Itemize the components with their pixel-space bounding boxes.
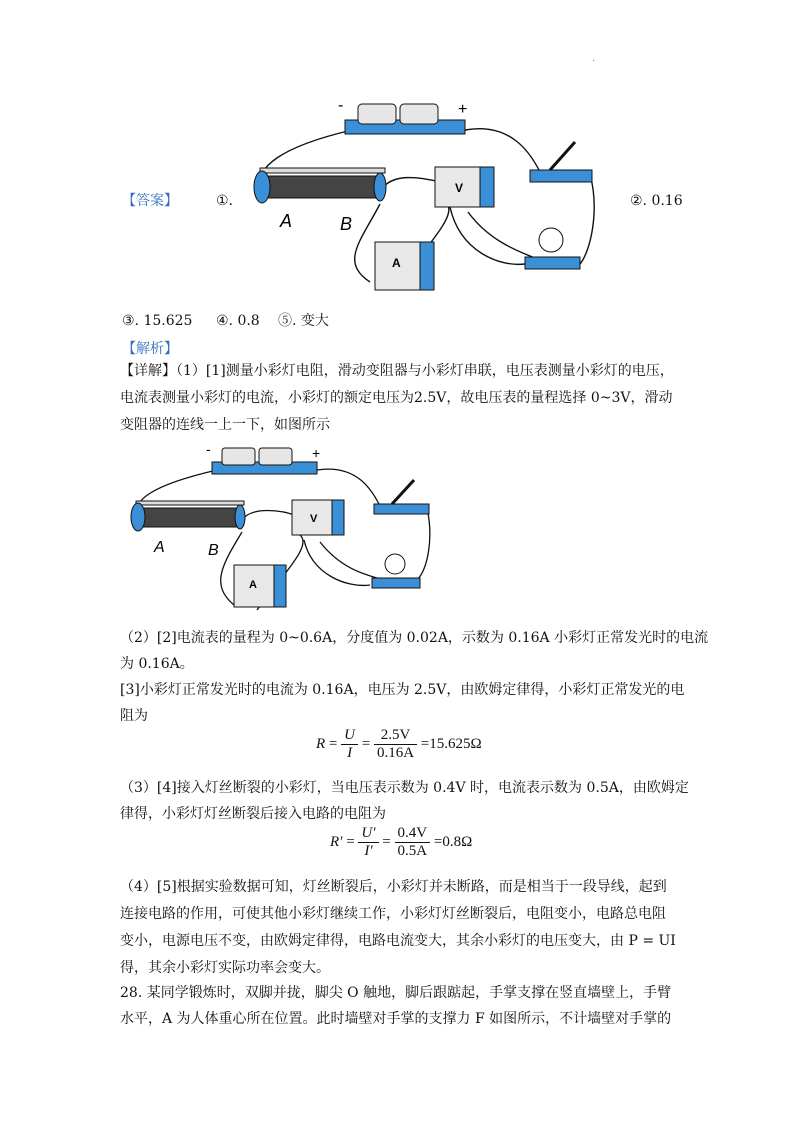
equation-resistance-broken: R′ = $\frac{U'}{I'}$ = $\frac{0.4V}{0.5A}$ =0.8Ω [330,825,473,859]
detail-line: （2）[2]电流表的量程为 0~0.6A，分度值为 0.02A，示数为 0.16A 小彩灯正常发光时的电流 [120,630,709,646]
detail-line: （4）[5]根据实验数据可知，灯丝断裂后，小彩灯并未断路，而是相当于一段导线，起到 [120,879,667,895]
answer-item-4: ④. 0.8 [216,313,260,329]
page-dot: · [592,56,596,67]
detail-line: 电流表测量小彩灯的电流，小彩灯的额定电压为2.5V，故电压表的量程选择 0~3V，滑动 [120,390,673,406]
battery-plus-label: + [312,445,321,461]
answer-item-5: ⑤. 变大 [278,313,329,329]
battery-minus-label: - [338,97,344,114]
detail-line: （3）[4]接入灯丝断裂的小彩灯，当电压表示数为 0.4V 时，电流表示数为 0.5A，由欧姆定 [120,780,689,796]
detail-line: 为 0.16A。 [120,656,194,672]
equation-resistance-normal: R = $\frac{U}{I}$ = $\frac{2.5V}{0.16A}$ =15.625Ω [316,727,482,761]
answer-tag: 【答案】 [122,193,178,209]
rheostat-A-label: A [154,539,165,556]
voltmeter-V-label: V [310,513,318,525]
detail-line: 变小，电源电压不变，由欧姆定律得，电路电流变大，其余小彩灯的电压变大，由 P = UI [120,933,676,949]
voltmeter-V-label: V [455,181,464,195]
detail-line: 变阻器的连线一上一下，如图所示 [120,417,330,433]
question-28-line: 水平，A 为人体重心所在位置。此时墙壁对手掌的支撑力 F 如图所示，不计墙壁对手掌的 [120,1011,672,1027]
detail-tag: 【详解】 [120,363,176,379]
ammeter-A-label: A [249,579,257,591]
circuit-diagram-2 [122,440,442,622]
rheostat-B-label: B [208,542,219,559]
circuit-diagram-1 [240,92,610,302]
detail-line: 律得，小彩灯灯丝断裂后接入电路的电阻为 [120,806,386,822]
detail-line: 得，其余小彩灯实际功率会变大。 [120,960,330,976]
detail-line: 阻为 [120,708,148,724]
answer-item-1: ①. [216,193,234,209]
answer-item-2: ②. 0.16 [630,193,683,209]
answer-item-3: ③. 15.625 [122,313,193,329]
battery-minus-label: - [206,441,211,457]
ammeter-A-label: A [392,256,401,270]
detail-line: [3]小彩灯正常发光时的电流为 0.16A，电压为 2.5V，由欧姆定律得，小彩灯正常发光的电 [120,682,685,698]
detail-line: 连接电路的作用，可使其他小彩灯继续工作，小彩灯灯丝断裂后，电阻变小，电路总电阻 [120,906,666,922]
battery-plus-label: + [458,101,468,118]
rheostat-B-label: B [340,214,353,234]
rheostat-A-label: A [280,211,293,231]
question-28-line: 28. 某同学锻炼时，双脚并拢，脚尖 O 触地，脚后跟踮起，手掌支撑在竖直墙壁上，手臂 [120,985,672,1001]
detail-line: 【详解】（1）[1]测量小彩灯电阻，滑动变阻器与小彩灯串联，电压表测量小彩灯的电压， [120,363,674,379]
analysis-tag: 【解析】 [122,341,178,357]
